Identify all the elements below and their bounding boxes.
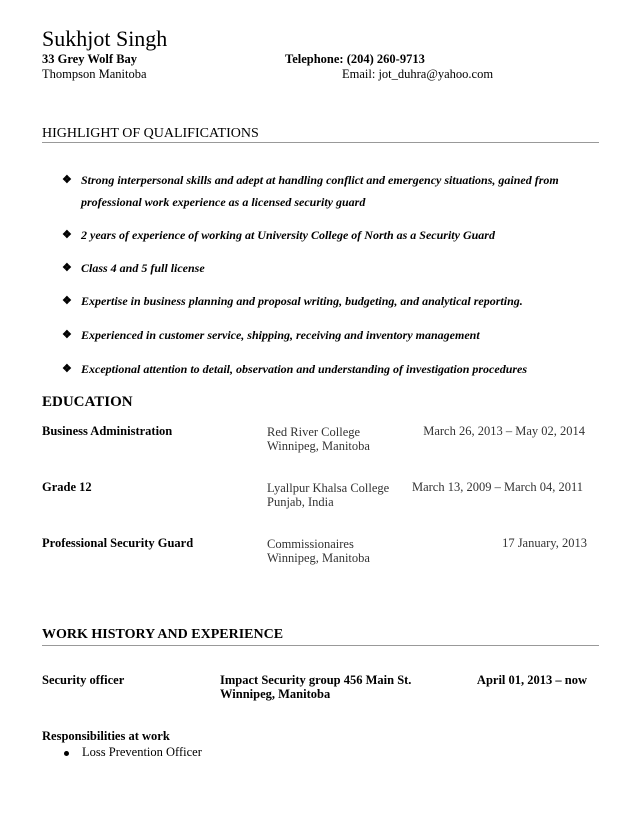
qualification-text: Experienced in customer service, shipping, receiving and inventory management (81, 328, 480, 342)
qualification-item (62, 324, 602, 346)
email: Email: jot_duhra@yahoo.com (342, 67, 494, 81)
education-school: Red River College (267, 425, 361, 439)
education-school: Lyallpur Khalsa College (267, 481, 390, 495)
qualification-text: Exceptional attention to detail, observation and understanding of investigation procedures (81, 362, 528, 376)
work-position: Security officer (42, 673, 125, 687)
qualification-item (62, 224, 602, 246)
education-location: Winnipeg, Manitoba (267, 551, 370, 565)
diamond-bullet-icon: ❖ (62, 329, 72, 341)
education-heading: EDUCATION (42, 394, 133, 410)
education-program: Business Administration (42, 424, 173, 438)
qualification-item (62, 257, 602, 279)
diamond-bullet-icon: ❖ (62, 363, 72, 375)
education-school: Commissionaires (267, 537, 354, 551)
section-divider (42, 142, 599, 143)
qualification-text: Expertise in business planning and proposal writing, budgeting, and analytical reporting. (81, 294, 523, 308)
bullet-dot-icon (64, 751, 69, 756)
education-program: Grade 12 (42, 480, 92, 494)
qualification-item (62, 290, 602, 312)
address-line-2: Thompson Manitoba (42, 67, 147, 81)
work-history-heading: WORK HISTORY AND EXPERIENCE (42, 627, 284, 642)
responsibilities-heading: Responsibilities at work (42, 729, 170, 743)
section-divider (42, 645, 599, 646)
responsibility-item (64, 745, 202, 759)
diamond-bullet-icon: ❖ (62, 174, 72, 186)
qualification-text: Class 4 and 5 full license (81, 261, 205, 275)
education-dates: March 13, 2009 – March 04, 2011 (411, 480, 583, 494)
diamond-bullet-icon: ❖ (62, 262, 72, 274)
work-dates: April 01, 2013 – now (476, 673, 587, 687)
qualification-item (62, 169, 602, 213)
diamond-bullet-icon: ❖ (62, 295, 72, 307)
resume-name: Sukhjot Singh (42, 26, 168, 51)
education-location: Winnipeg, Manitoba (267, 439, 370, 453)
address-line-1: 33 Grey Wolf Bay (42, 52, 138, 66)
qualification-item (62, 358, 602, 380)
qualifications-heading: HIGHLIGHT OF QUALIFICATIONS (42, 126, 259, 141)
work-employer: Impact Security group 456 Main St. (220, 673, 412, 687)
telephone: Telephone: (204) 260-9713 (285, 52, 425, 66)
education-dates: 17 January, 2013 (502, 536, 587, 550)
diamond-bullet-icon: ❖ (62, 229, 72, 241)
qualification-text: 2 years of experience of working at University College of North as a Security Guard (81, 228, 495, 242)
education-dates: March 26, 2013 – May 02, 2014 (423, 424, 585, 438)
work-location: Winnipeg, Manitoba (220, 687, 331, 701)
qualification-text: Strong interpersonal skills and adept at handling conflict and emergency situations, gained from professional work experience as a licensed security guard (81, 173, 559, 209)
education-program: Professional Security Guard (42, 536, 194, 550)
education-location: Punjab, India (267, 495, 334, 509)
responsibility-text: Loss Prevention Officer (82, 745, 202, 759)
